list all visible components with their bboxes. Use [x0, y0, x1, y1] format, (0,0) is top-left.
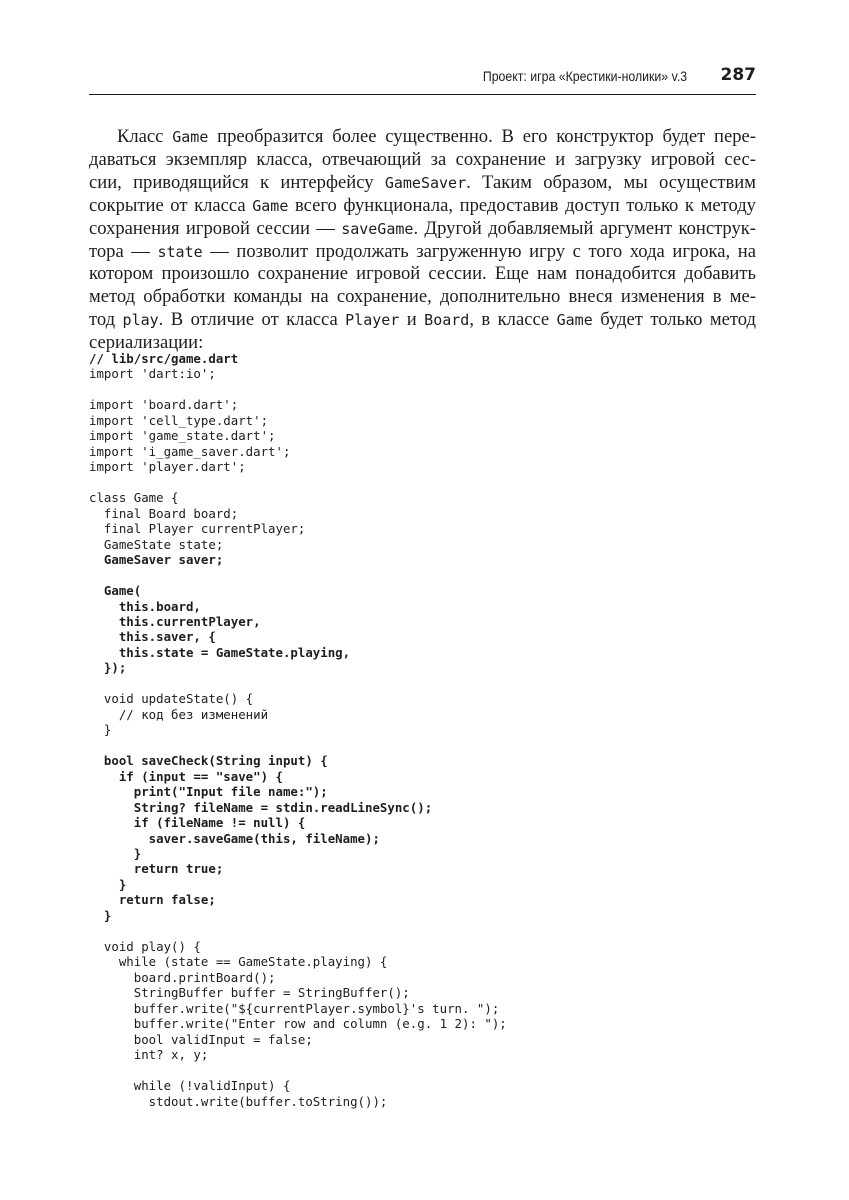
text-run: сериализации: [89, 332, 204, 354]
code-listing [89, 351, 507, 1109]
text-run: , в классе [469, 309, 557, 331]
text-run: даваться экземпляр класса, отвечающий за сохранение и загрузку игровой сес- [89, 148, 756, 170]
text-run: преобразится более существенно. В его конструктор будет пере- [208, 126, 757, 147]
body-paragraph [89, 126, 756, 355]
inline-code: state [157, 242, 203, 261]
code-line: this.saver, { [89, 629, 216, 645]
code-line [89, 1063, 507, 1078]
text-run: сокрытие от класса [89, 194, 253, 216]
paragraph-line [89, 172, 756, 195]
inline-code: Game [556, 311, 593, 330]
inline-code: Board [424, 311, 470, 330]
text-run: будет только метод [592, 309, 756, 331]
text-run: . В отличие от класса [158, 309, 346, 331]
paragraph-line [89, 149, 756, 172]
inline-code: Player [345, 311, 400, 330]
code-line: } [89, 907, 112, 923]
paragraph-line [89, 126, 756, 149]
code-line: void play() { [89, 938, 201, 954]
code-line [89, 382, 507, 397]
code-line: bool saveCheck(String input) { [89, 753, 328, 769]
inline-code: play [122, 311, 159, 330]
code-line [89, 923, 507, 938]
code-line: this.board, [89, 598, 201, 614]
code-line: while (state == GameState.playing) { [89, 954, 388, 970]
text-run: и [399, 309, 425, 331]
running-title: Проект: игра «Крестики-нолики» v.3 [482, 68, 687, 84]
code-line: Game( [89, 583, 142, 599]
code-line: while (!validInput) { [89, 1078, 291, 1094]
inline-code: GameSaver [384, 173, 467, 192]
text-run: тора — [89, 240, 158, 262]
code-line: StringBuffer buffer = StringBuffer(); [89, 985, 410, 1001]
code-line: // lib/src/game.dart [89, 351, 239, 366]
paragraph-line [89, 195, 756, 218]
code-line: buffer.write("${currentPlayer.symbol}'s turn. "); [89, 1000, 500, 1016]
code-line [89, 568, 507, 583]
code-line: import 'dart:io'; [89, 366, 216, 382]
text-run: . Другой добавляемый аргумент конструк- [413, 217, 756, 239]
text-run: тод [89, 309, 123, 331]
code-line [89, 738, 507, 753]
page-header [89, 64, 756, 95]
code-line: this.currentPlayer, [89, 613, 261, 629]
code-line: GameState state; [89, 536, 224, 552]
code-line: } [89, 846, 142, 861]
text-run: котором произошло сохранение игровой сессии. Еще нам понадобится добавить [89, 263, 756, 285]
inline-code: saveGame [341, 219, 414, 238]
text-run: . Таким образом, мы осуществим [466, 171, 756, 193]
code-line: class Game { [89, 490, 179, 506]
text-run: всего функционала, предоставив доступ только к методу [288, 194, 756, 216]
code-line: import 'board.dart'; [89, 397, 239, 413]
text-run: сохранения игровой сессии — [89, 217, 342, 239]
code-line: bool validInput = false; [89, 1031, 313, 1047]
code-line: import 'player.dart'; [89, 459, 246, 475]
code-line: this.state = GameState.playing, [89, 644, 351, 660]
code-line: buffer.write("Enter row and column (e.g. 1 2): "); [89, 1016, 507, 1032]
code-line: print("Input file name:"); [89, 784, 328, 800]
text-run: метод обработки команды на сохранение, дополнительно внеся изменения в ме- [89, 286, 756, 308]
paragraph-line [89, 309, 756, 332]
code-line: stdout.write(buffer.toString()); [89, 1093, 388, 1109]
code-line: final Player currentPlayer; [89, 521, 306, 537]
inline-code: Game [172, 128, 209, 146]
code-line: if (fileName != null) { [89, 815, 306, 831]
code-line: saver.saveGame(this, fileName); [89, 830, 380, 846]
text-run: Класс [117, 126, 173, 147]
code-line: import 'cell_type.dart'; [89, 412, 269, 428]
code-line: } [89, 722, 112, 738]
code-line: }); [89, 660, 127, 676]
code-line: } [89, 876, 127, 892]
code-line: board.printBoard(); [89, 969, 276, 985]
code-line: int? x, y; [89, 1047, 209, 1063]
text-run: сии, приводящийся к интерфейсу [89, 171, 385, 193]
code-line: return false; [89, 892, 216, 908]
paragraph-line [89, 218, 756, 241]
code-line: if (input == "save") { [89, 768, 283, 784]
paragraph-line [89, 263, 756, 286]
paragraph-line [89, 241, 756, 264]
code-line [89, 475, 507, 490]
paragraph-line [89, 286, 756, 309]
code-line: final Board board; [89, 505, 239, 521]
code-line [89, 676, 507, 691]
code-line: // код без изменений [89, 706, 269, 722]
code-line: return true; [89, 861, 224, 877]
code-line: void updateState() { [89, 691, 254, 707]
inline-code: Game [252, 196, 289, 215]
page-number: 287 [720, 65, 756, 85]
code-line: import 'game_state.dart'; [89, 428, 276, 444]
text-run: — позволит продолжать загруженную игру с того хода игрока, на [202, 240, 756, 262]
code-line: String? fileName = stdin.readLineSync(); [89, 799, 433, 815]
code-line: import 'i_game_saver.dart'; [89, 443, 291, 459]
code-line: GameSaver saver; [89, 552, 224, 568]
